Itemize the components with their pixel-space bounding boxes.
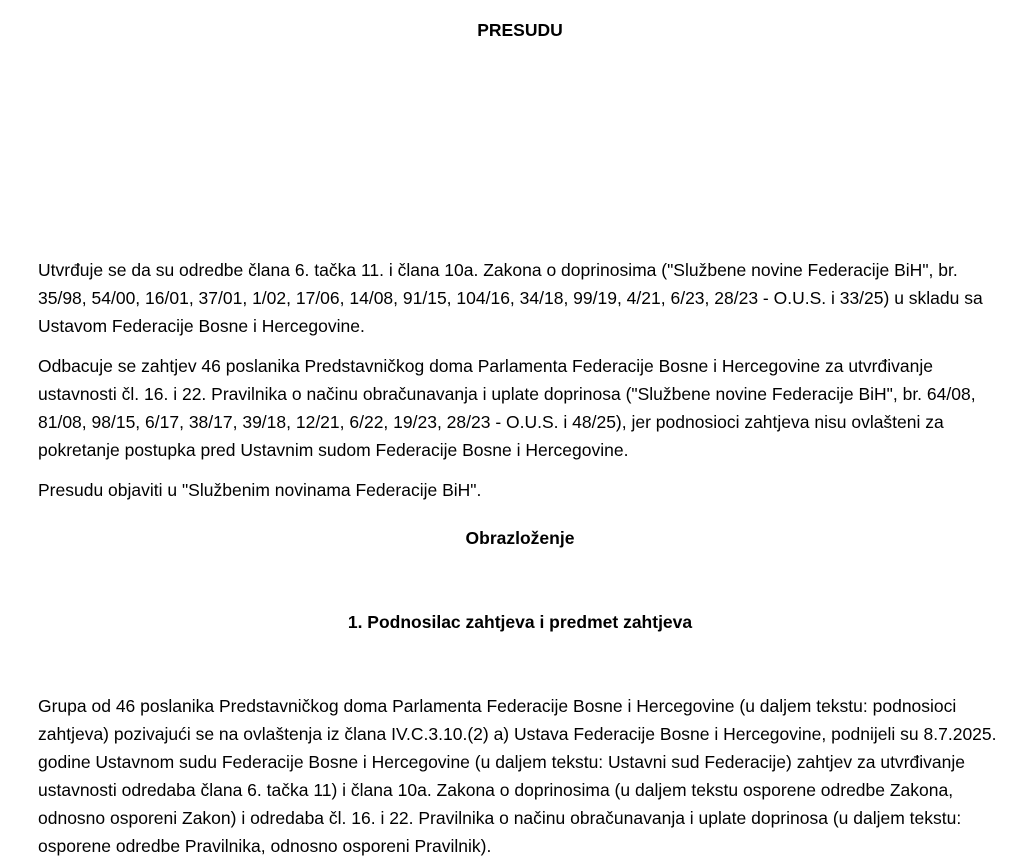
section-1-paragraph: Grupa od 46 poslanika Predstavničkog doma Parlamenta Federacije Bosne i Hercegovine (u daljem tekstu: podnosioci zahtjeva) pozivajući se na ovlaštenja iz člana IV.C.3.10.(2) a) Ustava Federacije Bosne i Hercegovine, podnijeli su 8.7.2025. godine Ustavnom sudu Federacije Bosne i Hercegovine (u daljem tekstu: Ustavni sud Federacije) zahtjev za utvrđivanje ustavnosti odredaba člana 6. tačka 11) i člana 10a. Zakona o doprinosima (u daljem tekstu osporene odredbe Zakona, odnosno osporeni Zakon) i odredaba čl. 16. i 22. Pravilnika o načinu obračunavanja i uplate doprinosa (u daljem tekstu: osporene odredbe Pravilnika, odnosno osporeni Pravilnik). — [38, 696, 997, 856]
reasoning-heading: Obrazloženje — [465, 528, 575, 548]
operative-paragraph-publication: Presudu objaviti u "Službenim novinama Federacije BiH". — [38, 480, 482, 500]
operative-paragraph-rejection: Odbacuje se zahtjev 46 poslanika Predstavničkog doma Parlamenta Federacije Bosne i Hercegovine za utvrđivanje ustavnosti čl. 16. i 22. Pravilnika o načinu obračunavanja i uplate doprinosa ("Službene novine Federacije BiH", br. 64/08, 81/08, 98/15, 6/17, 38/17, 39/18, 12/21, 6/22, 19/23, 28/23 - O.U.S. i 48/25), jer podnosioci zahtjeva nisu ovlašteni za pokretanje postupka pred Ustavnim sudom Federacije Bosne i Hercegovine. — [38, 356, 976, 460]
section-1-heading: 1. Podnosilac zahtjeva i predmet zahtjeva — [347, 612, 693, 632]
verdict-title: PRESUDU — [477, 20, 563, 40]
operative-paragraph-constitutionality: Utvrđuje se da su odredbe člana 6. tačka 11. i člana 10a. Zakona o doprinosima ("Službene novine Federacije BiH", br. 35/98, 54/00, 16/01, 37/01, 1/02, 17/06, 14/08, 91/15, 104/16, 34/18, 99/19, 4/21, 6/23, 28/23 - O.U.S. i 33/25) u skladu sa Ustavom Federacije Bosne i Hercegovine. — [38, 260, 983, 336]
